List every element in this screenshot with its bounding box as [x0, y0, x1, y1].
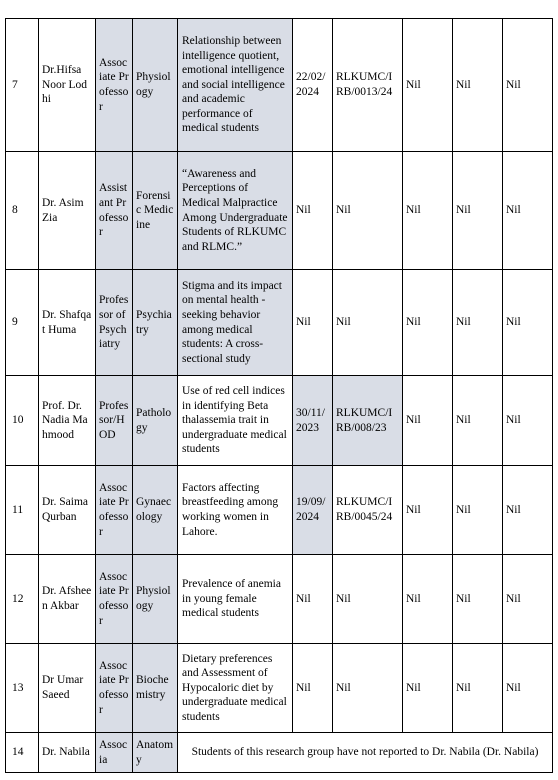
research-title: Prevalence of anemia in young female medical students — [178, 555, 293, 644]
irb-number: Nil — [333, 555, 403, 644]
faculty-name: Dr. Afsheen Akbar — [39, 555, 96, 644]
research-title: Use of red cell indices in identifying Beta thalassemia trait in undergraduate medical students — [178, 376, 293, 466]
table-row — [6, 19, 553, 152]
nil-cell-2: Nil — [453, 376, 503, 466]
table-row — [6, 644, 553, 733]
designation: Associate Professor — [96, 466, 133, 555]
nil-cell-1: Nil — [403, 466, 453, 555]
research-title: Stigma and its impact on mental health -seeking behavior among medical students: A cross-sectional study — [178, 270, 293, 376]
designation: Professor/HOD — [96, 376, 133, 466]
designation: Associate Professor — [96, 19, 133, 152]
department: Physiology — [133, 555, 178, 644]
row-number: 12 — [6, 555, 39, 644]
nil-cell-2: Nil — [453, 644, 503, 733]
department: Biochemistry — [133, 644, 178, 733]
department: Pathology — [133, 376, 178, 466]
row-number: 9 — [6, 270, 39, 376]
approval-date: Nil — [293, 555, 333, 644]
faculty-name: Prof. Dr. Nadia Mahmood — [39, 376, 96, 466]
table-row — [6, 733, 553, 773]
designation: Associa — [96, 733, 133, 773]
row-number: 11 — [6, 466, 39, 555]
irb-number: RLKUMC/IRB/0045/24 — [333, 466, 403, 555]
nil-cell-3: Nil — [503, 376, 553, 466]
table-row — [6, 376, 553, 466]
nil-cell-3: Nil — [503, 466, 553, 555]
nil-cell-2: Nil — [453, 19, 503, 152]
nil-cell-2: Nil — [453, 555, 503, 644]
nil-cell-2: Nil — [453, 466, 503, 555]
nil-cell-1: Nil — [403, 270, 453, 376]
faculty-name: Dr Umar Saeed — [39, 644, 96, 733]
row-note: Students of this research group have not reported to Dr. Nabila (Dr. Nabila) — [178, 733, 553, 773]
faculty-name: Dr. Nabila — [39, 733, 96, 773]
designation: Associate Professor — [96, 555, 133, 644]
nil-cell-3: Nil — [503, 644, 553, 733]
nil-cell-1: Nil — [403, 644, 453, 733]
row-number: 13 — [6, 644, 39, 733]
research-table — [5, 18, 553, 773]
department: Physiology — [133, 19, 178, 152]
irb-number: RLKUMC/IRB/0013/24 — [333, 19, 403, 152]
approval-date: Nil — [293, 644, 333, 733]
approval-date: 19/09/2024 — [293, 466, 333, 555]
designation: Professor of Psychiatry — [96, 270, 133, 376]
row-number: 8 — [6, 152, 39, 270]
nil-cell-3: Nil — [503, 555, 553, 644]
department: Psychiatry — [133, 270, 178, 376]
irb-number: Nil — [333, 152, 403, 270]
faculty-name: Dr.Hifsa Noor Lodhi — [39, 19, 96, 152]
irb-number: RLKUMC/IRB/008/23 — [333, 376, 403, 466]
row-number: 7 — [6, 19, 39, 152]
nil-cell-3: Nil — [503, 152, 553, 270]
row-number: 14 — [6, 733, 39, 773]
approval-date: Nil — [293, 270, 333, 376]
faculty-name: Dr. Shafqat Huma — [39, 270, 96, 376]
nil-cell-3: Nil — [503, 270, 553, 376]
nil-cell-1: Nil — [403, 19, 453, 152]
nil-cell-2: Nil — [453, 270, 503, 376]
approval-date: 22/02/2024 — [293, 19, 333, 152]
department: Anatomy — [133, 733, 178, 773]
irb-number: Nil — [333, 270, 403, 376]
faculty-name: Dr. Asim Zia — [39, 152, 96, 270]
nil-cell-3: Nil — [503, 19, 553, 152]
table-row — [6, 152, 553, 270]
department: Forensic Medicine — [133, 152, 178, 270]
nil-cell-1: Nil — [403, 376, 453, 466]
designation: Associate Professor — [96, 644, 133, 733]
table-row — [6, 466, 553, 555]
table-row — [6, 270, 553, 376]
approval-date: Nil — [293, 152, 333, 270]
research-title: “Awareness and Perceptions of Medical Malpractice Among Undergraduate Students of RLKUMC and RLMC.” — [178, 152, 293, 270]
nil-cell-1: Nil — [403, 555, 453, 644]
research-title: Relationship between intelligence quotient, emotional intelligence and social intelligence and academic performance of medical students — [178, 19, 293, 152]
nil-cell-1: Nil — [403, 152, 453, 270]
department: Gynaecology — [133, 466, 178, 555]
nil-cell-2: Nil — [453, 152, 503, 270]
designation: Assistant Professor — [96, 152, 133, 270]
irb-number: Nil — [333, 644, 403, 733]
row-number: 10 — [6, 376, 39, 466]
approval-date: 30/11/2023 — [293, 376, 333, 466]
research-title: Factors affecting breastfeeding among working women in Lahore. — [178, 466, 293, 555]
table-row — [6, 555, 553, 644]
research-title: Dietary preferences and Assessment of Hypocaloric diet by undergraduate medical students — [178, 644, 293, 733]
faculty-name: Dr. Saima Qurban — [39, 466, 96, 555]
